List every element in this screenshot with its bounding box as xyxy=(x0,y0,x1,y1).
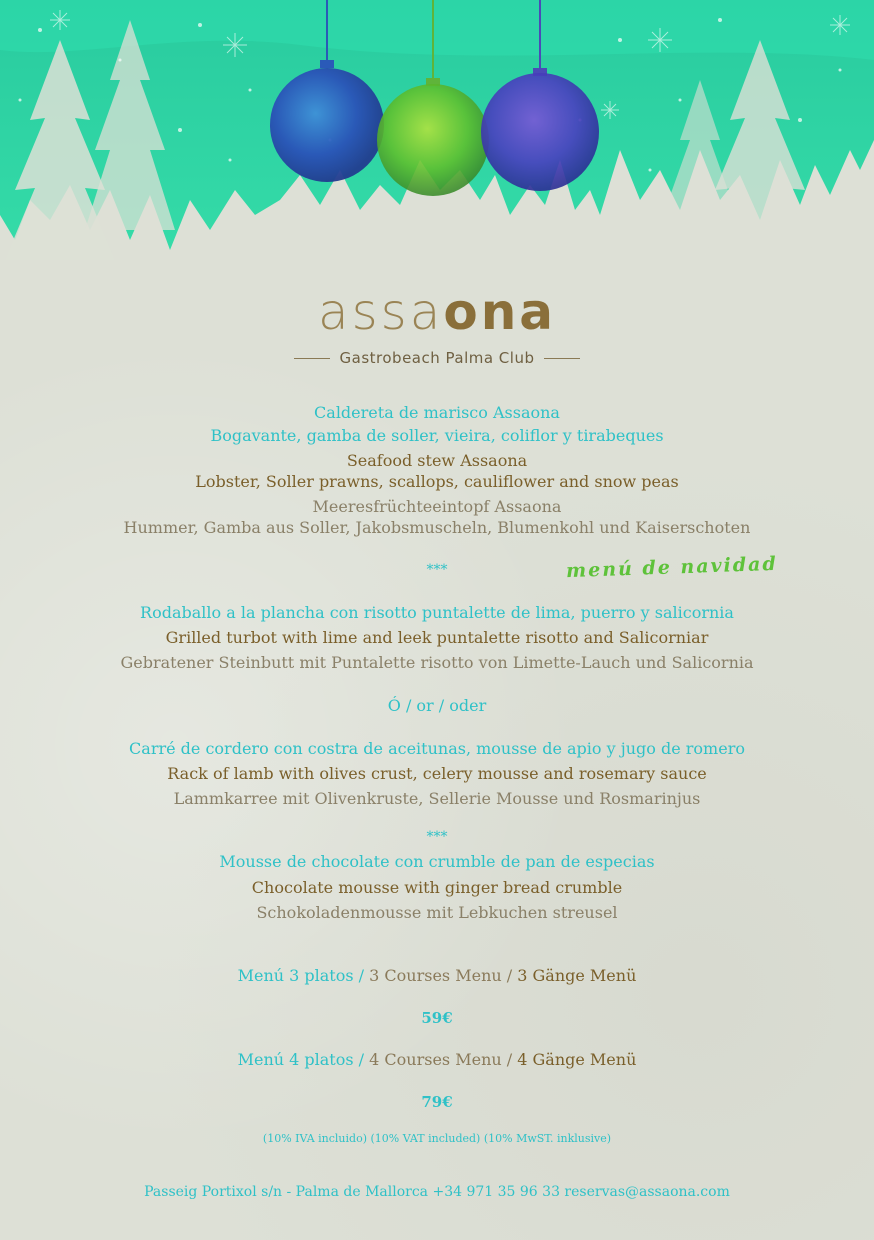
course2a-de: Gebratener Steinbutt mit Puntalette risotto von Limette-Lauch und Salicornia xyxy=(120,653,754,672)
menu-title: menú de navidad xyxy=(565,552,779,583)
course1-de-title: Meeresfrüchteeintopf Assaona xyxy=(312,497,562,516)
dessert-de: Schokoladenmousse mit Lebkuchen streusel xyxy=(256,903,618,922)
course1-es-desc: Bogavante, gamba de soller, vieira, coliflor y tirabeques xyxy=(210,426,664,445)
christmas-header-illustration xyxy=(0,0,874,300)
course2a-es: Rodaballo a la plancha con risotto puntalette de lima, puerro y salicornia xyxy=(140,603,734,622)
course2b-es: Carré de cordero con costra de aceitunas, mousse de apio y jugo de romero xyxy=(129,739,745,758)
course1-en-title: Seafood stew Assaona xyxy=(346,451,528,470)
tagline-rule-right xyxy=(544,358,580,359)
menu4-price: 79€ xyxy=(421,1093,453,1111)
course1-de-desc: Hummer, Gamba aus Soller, Jakobsmuscheln, Blumenkohl und Kaiserschoten xyxy=(123,518,751,537)
footer-contact: Passeig Portixol s/n - Palma de Mallorca +34 971 35 96 33 reservas@assaona.com xyxy=(144,1184,730,1200)
separator-1: *** xyxy=(426,562,448,578)
brand-logo xyxy=(0,283,874,341)
course1-es-title: Caldereta de marisco Assaona xyxy=(314,403,560,422)
tagline-rule-left xyxy=(294,358,330,359)
tagline: Gastrobeach Palma Club xyxy=(339,349,535,367)
menu3-es: Menú 3 platos / xyxy=(237,966,370,985)
menu4-en: 4 Courses Menu / xyxy=(369,1050,518,1069)
tagline-row xyxy=(0,349,874,367)
tax-note: (10% IVA incluido) (10% VAT included) (10% MwST. inklusive) xyxy=(262,1132,612,1145)
menu4-line xyxy=(0,1050,874,1069)
dessert-es: Mousse de chocolate con crumble de pan de especias xyxy=(219,852,655,871)
course2a-en: Grilled turbot with lime and leek puntalette risotto and Salicorniar xyxy=(165,628,709,647)
course1-en-desc: Lobster, Soller prawns, scallops, cauliflower and snow peas xyxy=(195,472,679,491)
logo-light-part: assa xyxy=(317,283,444,341)
separator-2: *** xyxy=(426,829,448,845)
logo-bold-part: ona xyxy=(443,283,557,341)
course2b-en: Rack of lamb with olives crust, celery mousse and rosemary sauce xyxy=(167,764,707,783)
dessert-en: Chocolate mousse with ginger bread crumble xyxy=(251,878,623,897)
menu3-line xyxy=(0,966,874,985)
menu3-de: 3 Gänge Menü xyxy=(517,966,637,985)
menu4-de: 4 Gänge Menü xyxy=(517,1050,637,1069)
menu3-price: 59€ xyxy=(421,1009,453,1027)
or-line: Ó / or / oder xyxy=(387,696,487,715)
menu3-en: 3 Courses Menu / xyxy=(369,966,518,985)
menu4-es: Menú 4 platos / xyxy=(237,1050,370,1069)
course2b-de: Lammkarree mit Olivenkruste, Sellerie Mousse und Rosmarinjus xyxy=(173,789,701,808)
